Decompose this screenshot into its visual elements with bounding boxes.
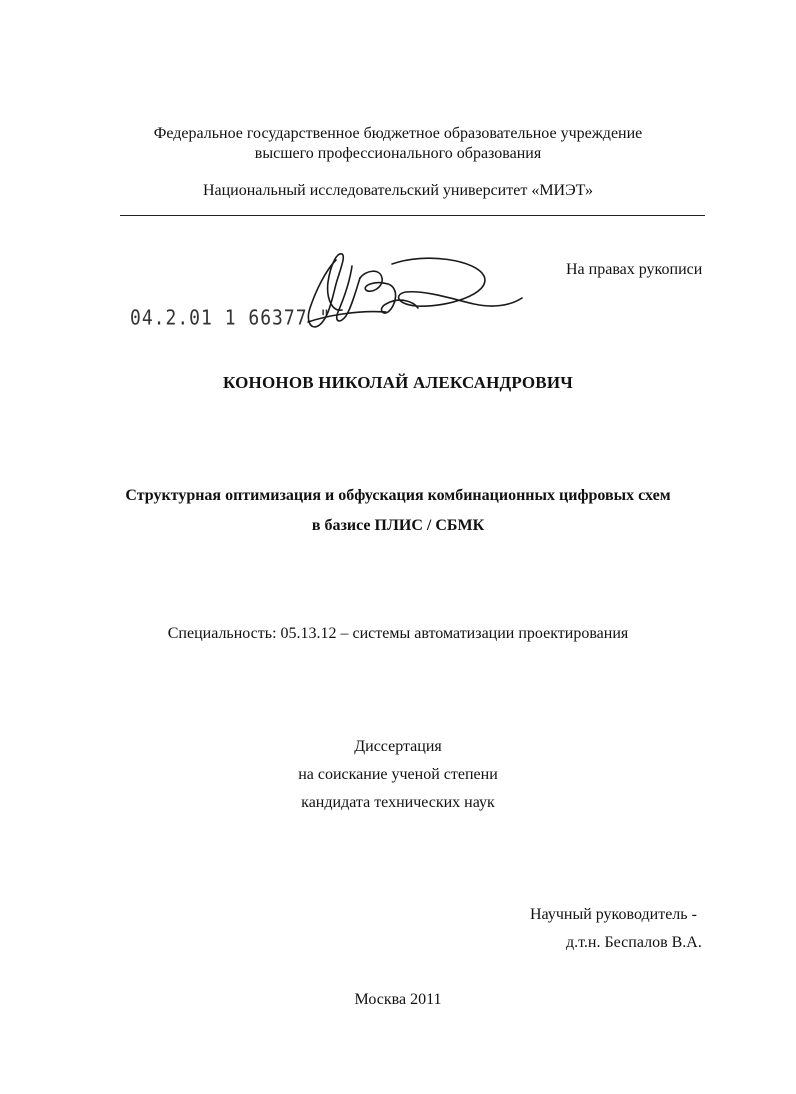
manuscript-note: На правах рукописи <box>566 261 703 278</box>
dissertation-title-line-1: Структурная оптимизация и обфускация комбинационных цифровых схем <box>125 487 671 504</box>
registration-stamp: 04.2.01 1 66377 " <box>130 306 332 331</box>
university-name: Национальный исследовательский университет «МИЭТ» <box>202 182 594 199</box>
advisor-name: д.т.н. Беспалов В.А. <box>566 934 702 951</box>
signature-icon <box>296 250 526 340</box>
degree-line-3: кандидата технических наук <box>301 794 495 811</box>
degree-line-2: на соискание ученой степени <box>298 766 498 783</box>
degree-line-1: Диссертация <box>354 738 442 755</box>
city-year: Москва 2011 <box>354 991 442 1008</box>
specialty: Специальность: 05.13.12 – системы автоматизации проектирования <box>167 625 629 642</box>
organization-line-1: Федеральное государственное бюджетное образовательное учреждение <box>153 125 643 142</box>
header-divider <box>120 215 705 216</box>
dissertation-title-line-2: в базисе ПЛИС / СБМК <box>311 517 485 534</box>
advisor-label: Научный руководитель - <box>530 906 697 923</box>
author-name: КОНОНОВ НИКОЛАЙ АЛЕКСАНДРОВИЧ <box>223 373 573 392</box>
organization-line-2: высшего профессионального образования <box>254 145 542 162</box>
